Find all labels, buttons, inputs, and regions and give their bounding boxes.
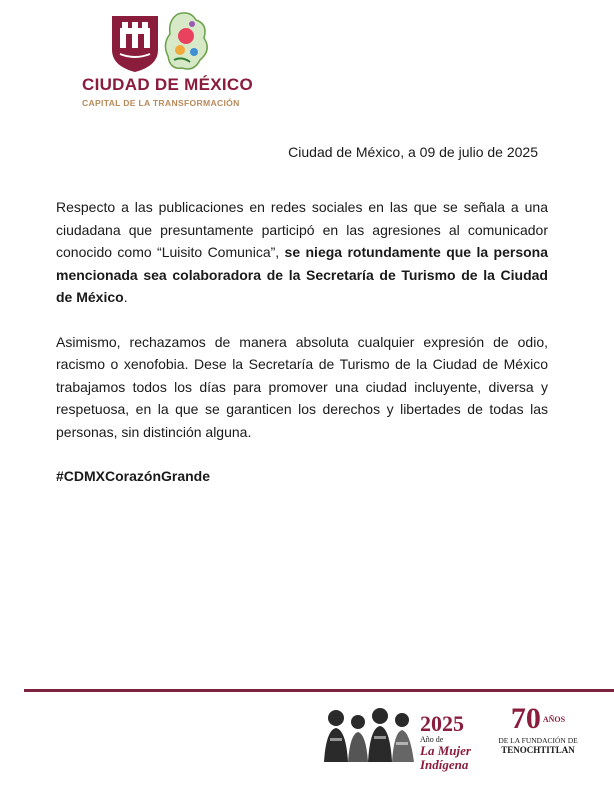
letter-body [56, 196, 548, 510]
anniversary-line-2: TENOCHTITLAN [501, 745, 575, 755]
indigenous-women-illustration-icon [322, 704, 418, 762]
year-title-line-1: La Mujer [420, 743, 471, 758]
paragraph-2: Asimismo, rechazamos de manera absoluta cualquier expresión de odio, racismo o xenofobia. Dese la Secretaría de Turismo de la Ciudad de México trabajamos todos los días para promover una ciudad incluyente, diversa y respetuosa, en la que se garanticen los derechos y libertades de todas las personas, sin distinción alguna. [56, 333, 548, 440]
year-badge [420, 713, 471, 772]
hashtag: #CDMXCorazónGrande [56, 468, 211, 484]
cdmx-emblem-icon [108, 10, 220, 74]
anniversary-years-label: AÑOS [542, 715, 566, 724]
year-title-line-2: Indígena [420, 757, 469, 772]
paragraph-1 [56, 196, 548, 309]
footer-divider [24, 689, 614, 692]
org-name: CIUDAD DE MÉXICO [82, 75, 254, 94]
org-tagline: CAPITAL DE LA TRANSFORMACIÓN [82, 98, 240, 108]
paragraph-1-end: . [123, 289, 128, 305]
anniversary-number: 70 [510, 702, 541, 735]
paragraph-1-bold: se niega rotundamente que la persona mencionada sea colaboradora de la Secretaría de Turismo de la Ciudad de México [56, 244, 548, 305]
anniversary-badge [492, 704, 584, 755]
year-number: 2025 [420, 711, 464, 736]
letter-date: Ciudad de México, a 09 de julio de 2025 [288, 144, 538, 160]
paragraph-1-text: Respecto a las publicaciones en redes sociales en las que se señala a una ciudadana que presuntamente participó en las agresiones al comunicador conocido como “Luisito Comunica”, [56, 199, 548, 260]
year-subtitle: Año de [420, 735, 444, 744]
anniversary-line-1: DE LA FUNDACIÓN DE [498, 736, 578, 745]
